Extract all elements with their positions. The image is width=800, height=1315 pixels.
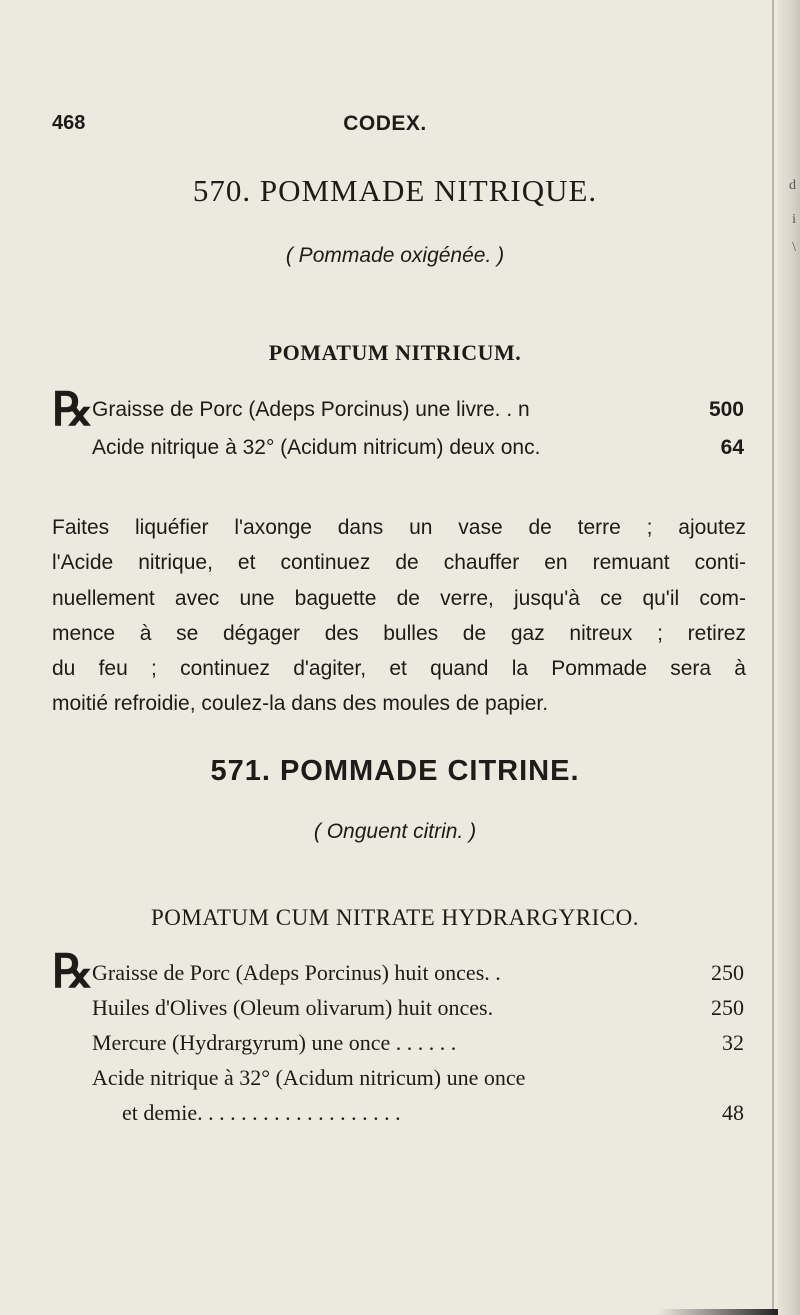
ingredient-quantity: 250 xyxy=(711,960,744,985)
section-570-latin-name: POMATUM NITRICUM. xyxy=(268,340,522,365)
running-head: CODEX. xyxy=(343,112,427,135)
section-571-latin-name: POMATUM CUM NITRATE HYDRARGYRICO. xyxy=(150,905,640,930)
ingredient-name: Graisse de Porc (Adeps Porcinus) une livre. . n xyxy=(92,398,530,421)
section-570-title: 570. POMMADE NITRIQUE. xyxy=(192,173,598,208)
ingredient-name: Acide nitrique à 32° (Acidum nitricum) une once xyxy=(92,1065,526,1090)
ingredient-name: Mercure (Hydrargyrum) une once . . . . . . xyxy=(92,1030,457,1055)
page-header xyxy=(0,112,800,142)
text-line: l'Acide nitrique, et continuez de chauffer en remuant conti- xyxy=(52,551,746,575)
margin-letter: d xyxy=(789,178,796,193)
ingredient-quantity: 64 xyxy=(720,436,744,459)
page-number: 468 xyxy=(52,112,86,134)
ingredient-quantity: 32 xyxy=(722,1030,744,1055)
ingredient-quantity: 250 xyxy=(711,995,744,1020)
recipe-symbol: ℞ xyxy=(52,384,94,435)
page-fold-line xyxy=(772,0,774,1315)
ingredient-quantity: 500 xyxy=(708,398,744,421)
ingredient-name: Acide nitrique à 32° (Acidum nitricum) deux onc. xyxy=(92,436,541,459)
ingredient-name: et demie. . . . . . . . . . . . . . . . . . . xyxy=(122,1100,401,1125)
ingredient-name: Huiles d'Olives (Oleum olivarum) huit onces. xyxy=(92,995,494,1020)
section-571-subtitle: ( Onguent citrin. ) xyxy=(313,820,477,843)
text-line: Faites liquéfier l'axonge dans un vase de terre ; ajoutez xyxy=(52,516,746,539)
ingredient-row xyxy=(92,398,744,428)
page-edge xyxy=(778,0,800,1315)
ingredient-row xyxy=(92,960,744,990)
ingredient-row xyxy=(122,1100,744,1130)
text-line: moitié refroidie, coulez-la dans des moules de papier. xyxy=(52,692,549,716)
ingredient-name: Graisse de Porc (Adeps Porcinus) huit onces. . xyxy=(92,960,501,985)
ingredient-quantity: 48 xyxy=(722,1100,744,1125)
ingredient-row xyxy=(92,1030,744,1060)
margin-letter: i xyxy=(792,212,796,227)
text-line: nuellement avec une baguette de verre, jusqu'à ce qu'il com- xyxy=(52,586,746,610)
recipe-symbol: ℞ xyxy=(52,946,94,997)
ingredient-row xyxy=(92,1065,744,1095)
text-line: mence à se dégager des bulles de gaz nitreux ; retirez xyxy=(52,621,746,645)
page-shadow xyxy=(658,1309,778,1315)
preparation-instructions xyxy=(52,510,746,722)
text-line: du feu ; continuez d'agiter, et quand la Pommade sera à xyxy=(52,657,746,681)
margin-letter: \ xyxy=(792,240,796,255)
ingredient-row xyxy=(92,436,744,466)
section-571-title: 571. POMMADE CITRINE. xyxy=(210,755,580,787)
section-570-subtitle: ( Pommade oxigénée. ) xyxy=(285,244,505,267)
ingredient-row xyxy=(92,995,744,1025)
